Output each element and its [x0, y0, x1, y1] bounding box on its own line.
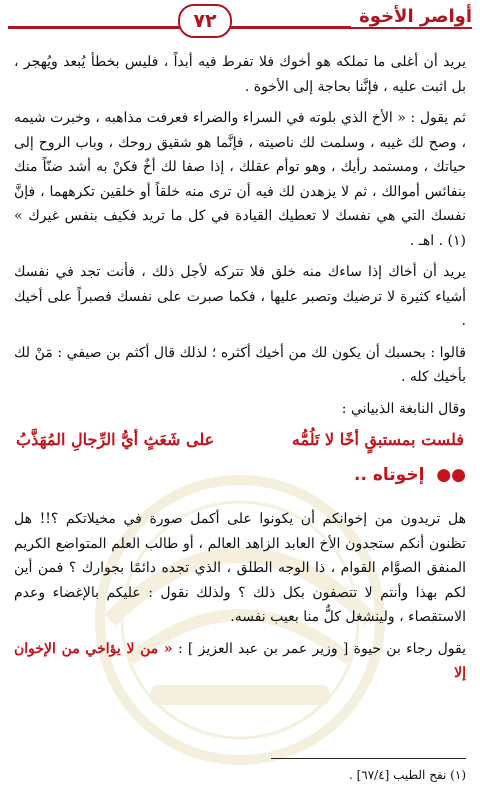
paragraph: يريد أن أغلى ما تملكه هو أخوك فلا تفرط فيه أبداً ، فليس بخطأ يُبعد ويُهجر ، بل اثبت عليه ، فإنَّنا بحاجة إلى الأخوة . [14, 54, 466, 95]
section-heading [14, 463, 466, 488]
poetry-verse [16, 428, 464, 453]
verse-second-hemistich: على شَعَثٍ أيُّ الرِّجالِ المُهَذَّبُ [16, 430, 215, 449]
verse-first-hemistich: فلست بمستبقٍ أخًا لا تَلُمُّه [291, 430, 464, 449]
quote-intro: يقول رجاء بن حيوة [ وزير عمر بن عبد العزيز ] : [177, 640, 466, 657]
book-title: أواصر الأخوة [351, 6, 472, 27]
paragraph: وقال النابغة الذبياني : [341, 400, 466, 417]
paragraph: يريد أن أخاك إذا ساءك منه خلق فلا تتركه لأجل ذلك ، فأنت تجد في نفسك أشياء كثيرة لا ترضيك وتصبر عليها ، فكما صبرت على نفسك فصبراً على أخيك . [14, 264, 466, 329]
bullet-icon: ●● [436, 464, 466, 485]
page-number: ٧٢ [178, 4, 232, 38]
paragraph: قالوا : بحسبك أن يكون لك من أخيك أكثره ؛ لذلك قال أكثم بن صيفي : مَنْ لك بأخيك كله . [14, 344, 466, 385]
quote-text: « من لا يؤاخي من الإخوان إلا [14, 640, 466, 681]
page-body [14, 50, 466, 693]
section-heading-text: إخوتاه .. [354, 464, 425, 485]
page-header [8, 6, 472, 34]
paragraph: ثم يقول : « الأخ الذي بلوته في السراء والضراء فعرفت مذاهبه ، وخبرت شيمه ، وصح لك غيبه ، وسلمت لك ناصيته ، فإنَّما هو شقيق روحك ، وباب الروح إلى حياتك ، ومستمد رأيك ، وهو توأم عقلك ، إذا صفا لك أخٌ فكنْ به أشد ضنّاً منك بنفائس أموالك ، ثم لا يزهدن لك فيه أن ترى منه خلقاً أو خلقين تكرههما ، فإنَّ نفسك التي هي نفسك لا تعطيك القيادة في كل ما تريد فكيف بنفس غيرك » (١) . اهـ . [14, 110, 466, 249]
footnote: (١) نفح الطيب [٦٧/٤] . [348, 768, 466, 782]
footnote-divider [271, 758, 466, 759]
paragraph-last [14, 637, 466, 686]
paragraph: هل تريدون من إخوانكم أن يكونوا على أكمل صورة في مخيلاتكم ؟!! هل تظنون أنكم ستجدون الأخ العابد الزاهد العالم ، أو طالب العلم المتواضع الكريم المنفق الصوَّام القوام ، ذا الوجه الطلق ، الذي تجده دائمًا بجوارك ؟ فمن أين لكم بهذا وأنتم لا تتصفون بكل ذلك ؟ ولذلك نقول : عليكم بالإغضاء وعدم الاستقصاء ، ولينشغل كلٌّ منا بعيب نفسه. [14, 511, 466, 625]
